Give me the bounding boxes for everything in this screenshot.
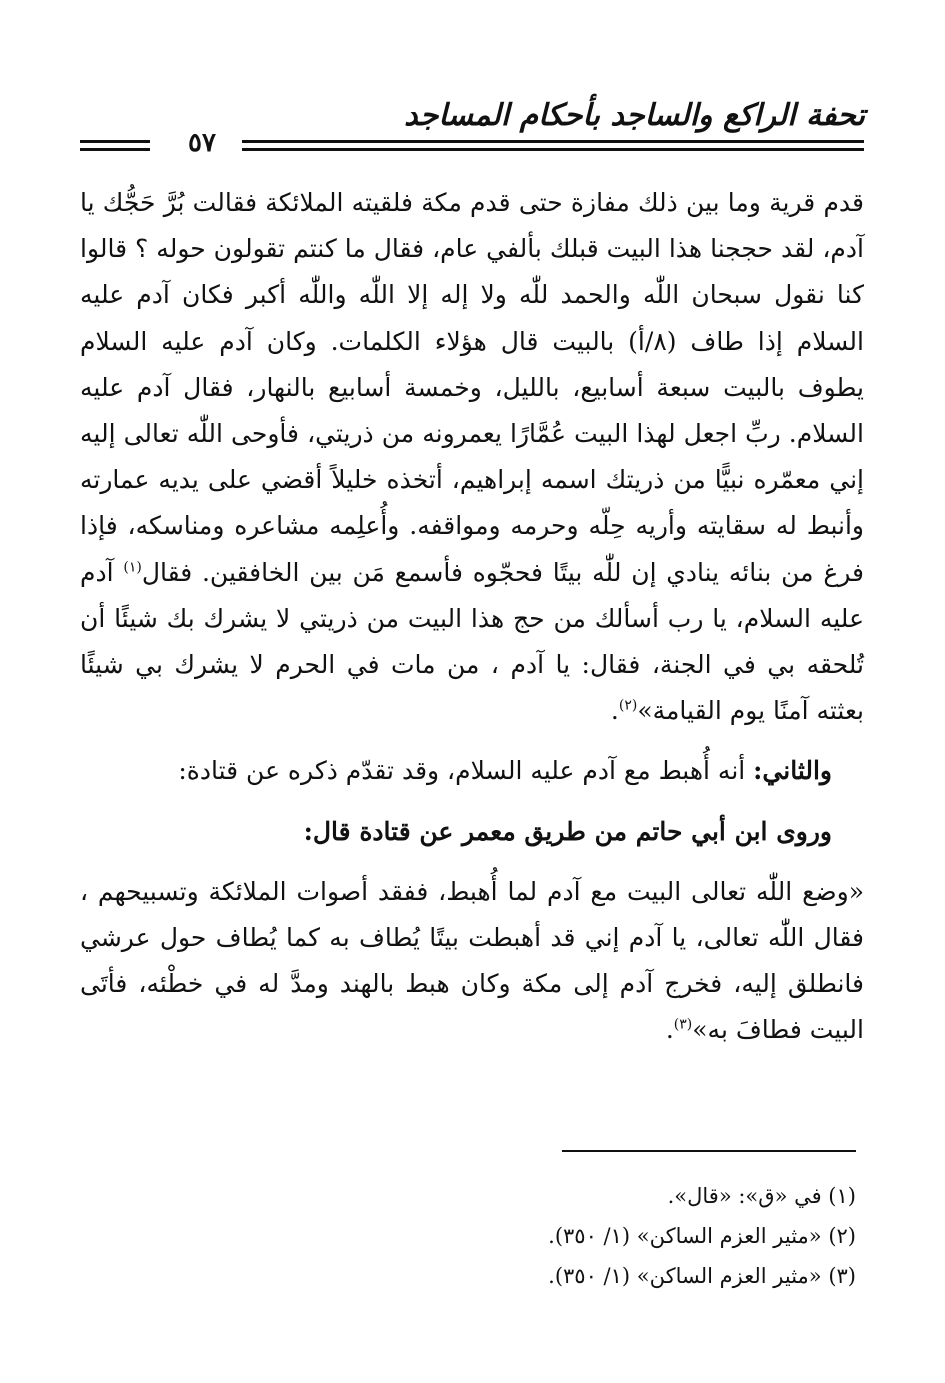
paragraph (80, 869, 864, 1054)
paragraph-text: . (610, 696, 619, 726)
footnote: (٢) «مثير العزم الساكن» (١/ ٣٥٠). (548, 1224, 856, 1248)
footnote: (١) في «ق»: «قال». (667, 1184, 856, 1208)
paragraph-text: أنه أُهبط مع آدم عليه السلام، وقد تقدّم ذكره عن قتادة: (178, 756, 754, 786)
paragraph-text: آدم عليه السلام، يا رب أسألك من حج هذا البيت من ذريتي لا يشرك بك شيئًا أن تُلحقه بي في الجنة، فقال: يا آدم ، من مات في الحرم لا يشرك بي شيئًا بعثته آمنًا يوم القيامة» (80, 557, 864, 726)
paragraph-text: «وضع اللّٰه تعالى البيت مع آدم لما أُهبط، ففقد أصوات الملائكة وتسبيحهم ، فقال اللّٰه تعالى، يا آدم إني قد أهبطت بيتًا يُطاف به كما يُطاف حول عرشي فانطلق إليه، فخرج آدم إلى مكة وكان هبط بالهند ومدَّ له في خطْئه، فأتَى البيت فطافَ به» (80, 876, 864, 1045)
footnote-marker[interactable]: (٣) (673, 1017, 693, 1034)
footnote-marker[interactable]: (٢) (618, 697, 638, 714)
header-rule (242, 148, 864, 151)
footnote-marker[interactable]: (١) (123, 559, 142, 576)
header-rule (242, 140, 864, 143)
page-number: ٥٧ (188, 128, 216, 158)
paragraph (80, 748, 864, 794)
footnote: (٣) «مثير العزم الساكن» (١/ ٣٥٠). (548, 1264, 856, 1288)
footnotes (80, 1176, 856, 1296)
body-text (80, 180, 864, 1054)
paragraph-text: قدم قرية وما بين ذلك مفازة حتى قدم مكة فلقيته الملائكة فقالت بُرَّ حَجُّك يا آدم، لقد حججنا هذا البيت قبلك بألفي عام، فقال ما كنتم تقولون حوله ؟ قالوا كنا نقول سبحان اللّٰه والحمد للّٰه ولا إله إلا اللّٰه واللّٰه أكبر فكان آدم عليه السلام إذا طاف (٨/أ) بالبيت قال هؤلاء الكلمات. وكان آدم عليه السلام يطوف بالبيت سبعة أسابيع، بالليل، وخمسة أسابيع بالنهار، فقال آدم عليه السلام. ربِّ اجعل لهذا البيت عُمَّارًا يعمرونه من ذريتي، فأوحى اللّٰه تعالى إليه إني معمّره نبيًّا من ذريتك اسمه إبراهيم، أتخذه خليلاً أقضي على يديه عمارته وأنبط له سقايته وأريه حِلّه وحرمه ومواقفه. وأُعلِمه مشاعره ومناسكه، فإذا فرغ من بنائه ينادي إن للّٰه بيتًا فحجّوه فأسمع مَن بين الخافقين. فقال (80, 188, 864, 587)
footnote-separator (562, 1150, 856, 1152)
paragraph-bold: وروى ابن أبي حاتم من طريق معمر عن قتادة قال: (303, 816, 832, 846)
running-title: تحفة الراكع والساجد بأحكام المساجد (404, 98, 865, 133)
paragraph-text: . (665, 1015, 674, 1045)
header-rule (80, 148, 150, 151)
header-rule (80, 140, 150, 143)
paragraph (80, 180, 864, 734)
paragraph-lead: والثاني: (753, 756, 832, 786)
